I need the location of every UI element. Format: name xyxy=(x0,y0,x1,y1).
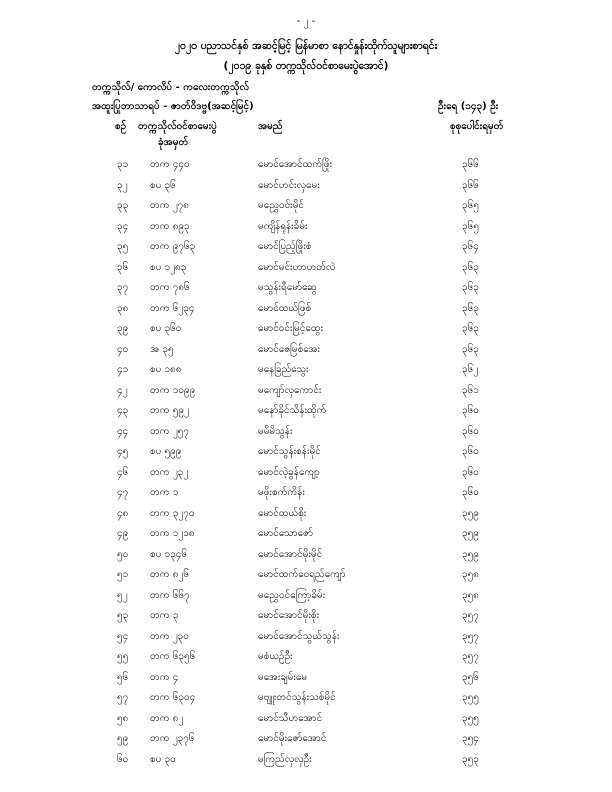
roll-number-cell: တက ၁၂၁၈ xyxy=(150,528,195,539)
marks-cell: ၃၅၉ xyxy=(462,548,479,560)
name-cell: မောင်သောဇော် xyxy=(258,528,314,539)
name-cell: မောင်လဲ့ခွန်ကျော့ xyxy=(258,466,320,478)
name-cell: မောင်ဝင်းမြင့်ထွေး xyxy=(258,323,324,334)
name-cell: မညွှေဝင်ကြော့ခိမ်း xyxy=(258,589,326,601)
roll-number-cell: တက ၆၂၃၄ xyxy=(150,302,195,314)
marks-cell: ၃၆၅ xyxy=(462,200,479,211)
table-row xyxy=(0,567,612,588)
name-cell: မဗျူးတင်သွန်းသစ်မိုင် xyxy=(258,692,336,703)
roll-number-cell: အ ၃၅ xyxy=(150,343,174,355)
student-count: ဦးရေ (၁၄၃) ဦး xyxy=(438,101,499,112)
marks-cell: ၃၆၃ xyxy=(462,343,479,355)
table-row xyxy=(0,690,612,711)
header-exam-roll: တက္ကသိုလ်ဝင်စာမေးပွဲ xyxy=(138,121,217,132)
table-row xyxy=(0,731,612,752)
roll-number-cell: စပ ၁၃၄၆ xyxy=(150,548,188,560)
roll-number-cell: တက ၈၉၃ xyxy=(150,220,190,232)
serial-no-cell: ၃၃ xyxy=(117,200,129,211)
roll-number-cell: တက ၆၃၅၆ xyxy=(150,651,196,662)
serial-no-cell: ၅၄ xyxy=(117,630,129,642)
serial-no-cell: ၅၀ xyxy=(117,548,129,560)
table-row xyxy=(0,670,612,691)
serial-no-cell: ၆၀ xyxy=(117,753,129,765)
roll-number-cell: တက ၇၈၆ xyxy=(150,282,190,293)
marks-cell: ၃၆၆ xyxy=(462,159,479,170)
name-cell: မောင်ပြည့်ဖြိုးစံ xyxy=(258,241,312,252)
name-cell: မကြည်လှလှဦး xyxy=(258,753,312,765)
roll-number-cell: တက ၂၅၇ xyxy=(150,425,189,437)
marks-cell: ၃၆၀ xyxy=(462,487,479,498)
name-cell: မောင်ထယ်ဖြစ် xyxy=(258,302,312,314)
roll-number-cell: တက ၂၃၀ xyxy=(150,630,189,642)
roll-number-cell: တက ၃ xyxy=(150,610,179,621)
serial-no-cell: ၄၄ xyxy=(117,425,129,437)
serial-no-cell: ၅၁ xyxy=(117,569,129,580)
table-row xyxy=(0,178,612,199)
table-row xyxy=(0,588,612,609)
name-cell: မဖိုးစက်ကိန်း xyxy=(258,487,305,498)
serial-no-cell: ၄၂ xyxy=(117,384,128,396)
marks-cell: ၃၆၆ xyxy=(462,179,479,191)
marks-cell: ၃၆၅ xyxy=(462,220,479,232)
table-row xyxy=(0,260,612,281)
roll-number-cell: စပ ၅၉၉ xyxy=(150,446,182,457)
marks-cell: ၃၅၄ xyxy=(462,733,479,744)
roll-number-cell: စပ ၃၆ xyxy=(150,179,176,191)
table-row xyxy=(0,547,612,568)
marks-cell: ၃၆၃ xyxy=(462,261,479,273)
serial-no-cell: ၄၁ xyxy=(117,364,129,375)
marks-cell: ၃၅၉ xyxy=(462,528,479,539)
header-serial-no: စဉ် xyxy=(115,121,127,132)
table-row xyxy=(0,301,612,322)
table-row xyxy=(0,608,612,629)
roll-number-cell: စပ ၁၈၈ xyxy=(150,364,182,375)
marks-cell: ၃၆၀ xyxy=(462,446,479,457)
major-subject-line: အထူးပြုဘာသာရပ် - ဇာတ်ဝိဒဗ္ဗ(အဆင့်မြင့်) xyxy=(92,101,254,112)
serial-no-cell: ၃၄ xyxy=(117,220,129,232)
serial-no-cell: ၅၈ xyxy=(117,712,129,724)
serial-no-cell: ၃၂ xyxy=(117,179,128,191)
serial-no-cell: ၃၇ xyxy=(117,282,129,293)
table-row xyxy=(0,321,612,342)
name-cell: မကျော်လှကောင်း xyxy=(258,384,322,396)
name-cell: မောင်မိုးဇော်အောင် xyxy=(258,733,327,744)
document-title: ၂၀၂၀ ပညာသင်နှစ် အဆင့်မြင့် မြန်မာစာ နောင်နှုန်းထိုက်သူများစာရင်း xyxy=(174,40,438,52)
roll-number-cell: တက ၈၂ xyxy=(150,712,184,724)
name-cell: မောင်အောင်မိုးစိုး xyxy=(258,610,320,621)
marks-cell: ၃၆၃ xyxy=(462,282,479,293)
roll-number-cell: တက ၂၃၂ xyxy=(150,466,189,478)
serial-no-cell: ၃၁ xyxy=(117,159,129,170)
name-cell: မောင်ဟင်းလှမေး xyxy=(258,179,320,191)
serial-no-cell: ၄၃ xyxy=(117,405,129,416)
serial-no-cell: ၃၆ xyxy=(117,261,129,273)
table-row xyxy=(0,403,612,424)
name-cell: မောင်ထယ်စိုး xyxy=(258,507,307,519)
marks-cell: ၃၅၈ xyxy=(462,569,479,580)
table-row xyxy=(0,219,612,240)
roll-number-cell: တက ၁ xyxy=(150,487,179,498)
serial-no-cell: ၅၅ xyxy=(117,651,129,662)
roll-number-cell: စပ ၁၂၈၃ xyxy=(150,261,187,273)
name-cell: မောင်အောင်သွယ်သွန်း xyxy=(258,630,340,642)
table-row xyxy=(0,711,612,732)
marks-cell: ၃၅၆ xyxy=(462,671,479,683)
name-cell: မောင်မင်းဟာဟတ်လဲ xyxy=(258,261,336,273)
marks-cell: ၃၆၀ xyxy=(462,466,479,478)
table-row xyxy=(0,157,612,178)
roll-number-cell: တက ၉၇၆၃ xyxy=(150,241,196,252)
table-row xyxy=(0,342,612,363)
table-row xyxy=(0,465,612,486)
table-row xyxy=(0,485,612,506)
name-cell: မညွှေဝင်းမိုင် xyxy=(258,200,304,211)
header-name: အမည် xyxy=(258,121,283,132)
name-cell: မကျိန်ရုန်းခိမ်း xyxy=(258,220,308,232)
roll-number-cell: တက ၅၉၂ xyxy=(150,405,189,416)
table-row xyxy=(0,649,612,670)
serial-no-cell: ၄၈ xyxy=(117,507,129,519)
roll-number-cell: စပ ၃၆၀ xyxy=(150,323,182,334)
marks-cell: ၃၅၈ xyxy=(462,589,479,601)
roll-number-cell: တက ၄၄၀ xyxy=(150,159,190,170)
name-cell: မောင်ဇေမြစ်အေး xyxy=(258,343,320,355)
table-row xyxy=(0,506,612,527)
table-row xyxy=(0,362,612,383)
marks-cell: ၃၅၇ xyxy=(462,630,479,642)
name-cell: မောင်သွန်းစန်းမိုင် xyxy=(258,446,321,457)
name-cell: မသွန်းရီမော်ဆွေ xyxy=(258,282,317,293)
table-row xyxy=(0,383,612,404)
roll-number-cell: တက ၁၀၉၉ xyxy=(150,384,196,396)
marks-cell: ၃၆၂ xyxy=(462,364,479,375)
serial-no-cell: ၄၇ xyxy=(117,487,129,498)
marks-cell: ၃၅၅ xyxy=(462,712,479,724)
marks-cell: ၃၅၉ xyxy=(462,507,479,519)
marks-cell: ၃၅၃ xyxy=(462,753,479,765)
marks-cell: ၃၆၀ xyxy=(462,405,479,416)
roll-number-cell: တက ၈၂၆ xyxy=(150,569,189,580)
roll-number-cell: တက ၄ xyxy=(150,671,179,683)
name-cell: မအေးချမ်းမေ xyxy=(258,671,308,683)
serial-no-cell: ၅၃ xyxy=(117,610,129,621)
roll-number-cell: တက ၂၃၇၆ xyxy=(150,733,195,744)
table-row xyxy=(0,424,612,445)
name-cell: မောင်အောင်ထက်ဖြိုး xyxy=(258,159,333,170)
roll-number-cell: တက ၂၇၈ xyxy=(150,200,189,211)
serial-no-cell: ၄၀ xyxy=(117,343,129,355)
student-list xyxy=(0,157,612,772)
serial-no-cell: ၄၉ xyxy=(117,528,129,539)
marks-cell: ၃၆၃ xyxy=(462,323,479,334)
table-row xyxy=(0,280,612,301)
table-row xyxy=(0,752,612,773)
serial-no-cell: ၅၉ xyxy=(117,733,129,744)
serial-no-cell: ၅၆ xyxy=(117,671,129,683)
serial-no-cell: ၃၉ xyxy=(117,323,129,334)
roll-number-cell: စပ ၃၀ xyxy=(150,753,176,765)
roll-number-cell: တက ၃၂၇၀ xyxy=(150,507,195,519)
marks-cell: ၃၅၇ xyxy=(462,610,479,621)
marks-cell: ၃၅၇ xyxy=(462,651,479,662)
table-row xyxy=(0,526,612,547)
marks-cell: ၃၆၀ xyxy=(462,425,479,437)
serial-no-cell: ၃၅ xyxy=(117,241,129,252)
name-cell: မောင်သီဟအောင် xyxy=(258,712,323,724)
table-row xyxy=(0,629,612,650)
marks-cell: ၃၆၄ xyxy=(462,241,479,252)
name-cell: မမိမိသွန်း xyxy=(258,425,293,437)
name-cell: မစံယဉ်ဦး xyxy=(258,651,293,662)
name-cell: မောင်ထက်ဝေရည်ကျော် xyxy=(258,569,346,580)
roll-number-cell: တက ၆၆၇ xyxy=(150,589,190,601)
marks-cell: ၃၅၅ xyxy=(462,692,479,703)
table-row xyxy=(0,444,612,465)
header-roll-number: ခုံအမှတ် xyxy=(158,137,189,148)
table-row xyxy=(0,239,612,260)
name-cell: မနော်ခိုင်သိန်းထိုက် xyxy=(258,405,327,416)
marks-cell: ၃၆၁ xyxy=(462,384,479,396)
marks-cell: ၃၆၃ xyxy=(462,302,479,314)
serial-no-cell: ၃၈ xyxy=(117,302,129,314)
serial-no-cell: ၄၅ xyxy=(117,446,129,457)
serial-no-cell: ၅၇ xyxy=(117,692,129,703)
page-number: - ၂ - xyxy=(296,16,316,27)
university-line: တက္ကသိုလ်/ ကောလိပ် - ကလေးတက္ကသိုလ် xyxy=(92,82,249,93)
roll-number-cell: တက ၆၃၀၄ xyxy=(150,692,196,703)
name-cell: မောင်အောင်မိုးမိုင် xyxy=(258,548,323,560)
header-total-marks: စုစုပေါင်းရမှတ် xyxy=(450,121,504,132)
document-subtitle: (၂၀၁၉ ခုနှစ် တက္ကသိုလ်ဝင်စာမေးပွဲအောင်) xyxy=(223,60,389,72)
serial-no-cell: ၄၆ xyxy=(117,466,129,478)
name-cell: မနေခြည်သွေး xyxy=(258,364,309,375)
serial-no-cell: ၅၂ xyxy=(117,589,128,601)
table-row xyxy=(0,198,612,219)
